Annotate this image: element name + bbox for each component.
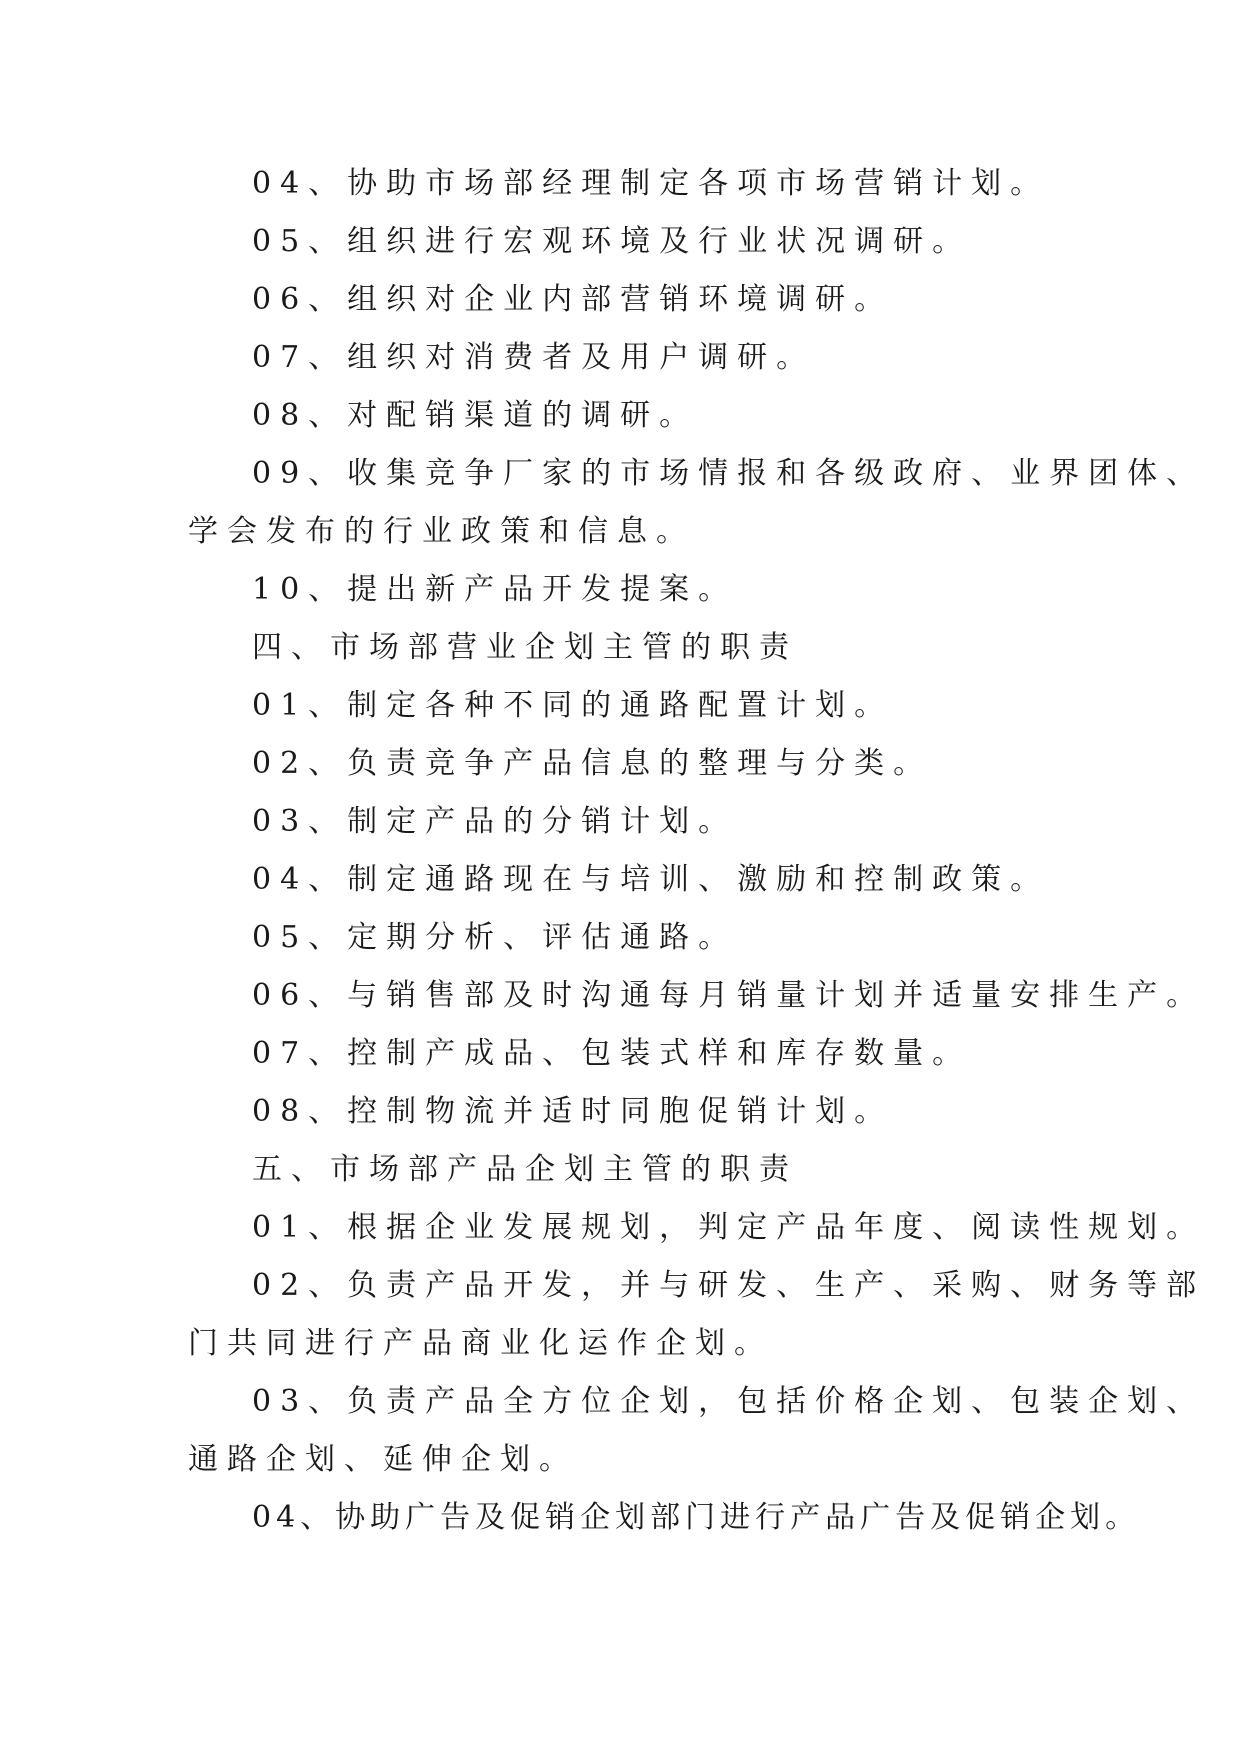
paragraph-line: 01、制定各种不同的通路配置计划。 [252,688,894,723]
paragraph-line: 03、负责产品全方位企划，包括价格企划、包装企划、 [252,1384,1206,1419]
paragraph-line: 06、与销售部及时沟通每月销量计划并适量安排生产。 [252,978,1206,1013]
paragraph-line: 04、制定通路现在与培训、激励和控制政策。 [252,862,1050,897]
paragraph-line: 04、协助市场部经理制定各项市场营销计划。 [252,166,1050,201]
paragraph-line: 07、控制产成品、包装式样和库存数量。 [252,1036,972,1071]
document-body [188,155,1206,1547]
paragraph-line: 08、对配销渠道的调研。 [252,398,699,433]
paragraph-line: 05、组织进行宏观环境及行业状况调研。 [252,224,972,259]
paragraph-line: 09、收集竞争厂家的市场情报和各级政府、业界团体、 [252,456,1206,491]
paragraph-line: 02、负责产品开发，并与研发、生产、采购、财务等部 [252,1268,1206,1303]
paragraph-line: 02、负责竞争产品信息的整理与分类。 [252,746,933,781]
paragraph-line: 10、提出新产品开发提案。 [252,572,738,607]
paragraph-line: 01、根据企业发展规划，判定产品年度、阅读性规划。 [252,1210,1206,1245]
paragraph-line: 07、组织对消费者及用户调研。 [252,340,816,375]
paragraph-line: 08、控制物流并适时同胞促销计划。 [252,1094,894,1129]
paragraph-line: 04、协助广告及促销企划部门进行产品广告及促销企划。 [252,1500,1141,1535]
paragraph-line: 03、制定产品的分销计划。 [252,804,738,839]
paragraph-continuation: 门共同进行产品商业化运作企划。 [188,1326,773,1361]
section-heading: 五、市场部产品企划主管的职责 [252,1152,798,1187]
section-heading: 四、市场部营业企划主管的职责 [252,630,798,665]
paragraph-line: 05、定期分析、评估通路。 [252,920,738,955]
paragraph-line: 06、组织对企业内部营销环境调研。 [252,282,894,317]
paragraph-continuation: 通路企划、延伸企划。 [188,1442,578,1477]
paragraph-continuation: 学会发布的行业政策和信息。 [188,514,695,549]
